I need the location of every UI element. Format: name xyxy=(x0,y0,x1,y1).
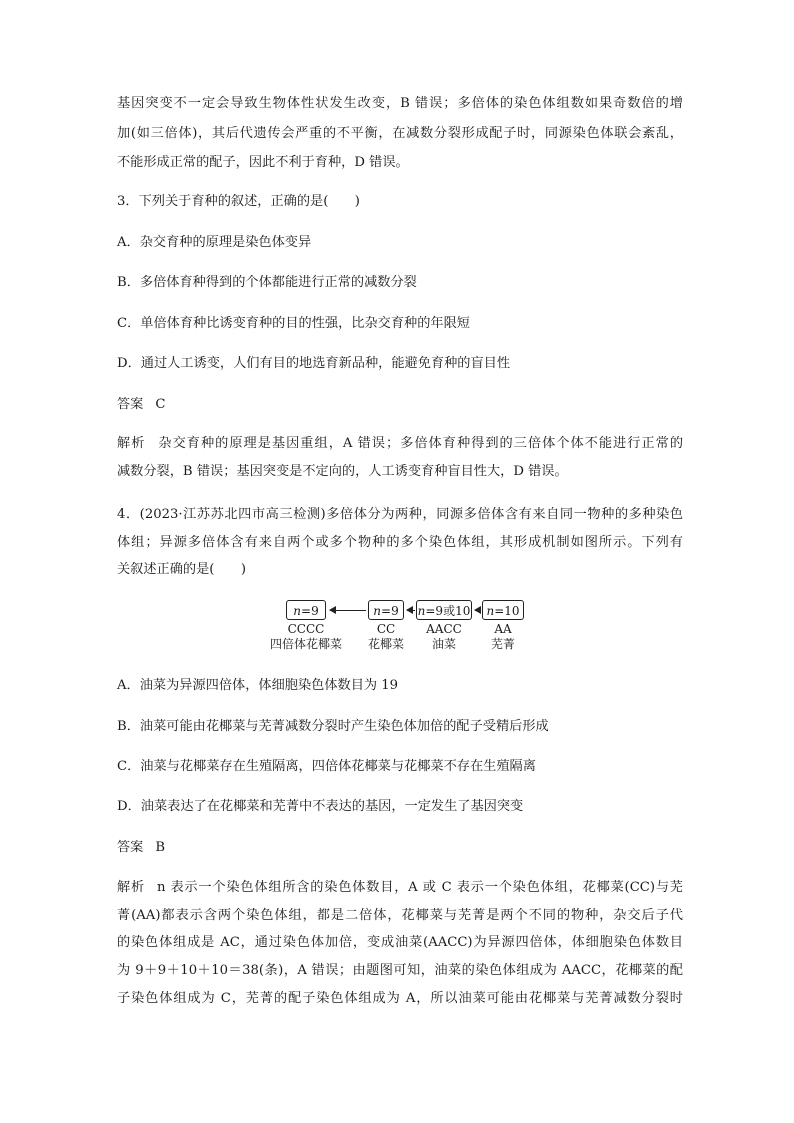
q3-explanation-label: 解析 xyxy=(117,436,146,451)
q4-explanation-text-1: n 表示一个染色体组所含的染色体数目，A 或 C 表示一个染色体组，花椰菜(CC)与芜 xyxy=(156,880,683,895)
species-rapeseed: 油菜 xyxy=(431,637,456,651)
node-rapeseed-count: n=9或10 xyxy=(416,600,472,620)
q3-explanation-line-1 xyxy=(117,434,683,454)
species-tetraploid-cauliflower: 四倍体花椰菜 xyxy=(269,637,342,651)
polyploid-formation-diagram xyxy=(270,600,530,652)
arrow-left-icon xyxy=(407,610,415,611)
q3-answer-value: C xyxy=(155,397,166,412)
species-turnip: 芜菁 xyxy=(490,637,515,651)
q3-answer xyxy=(117,395,683,415)
prev-explanation-line-1: 基因突变不一定会导致生物体性状发生改变，B 错误；多倍体的染色体组数如果奇数倍的增 xyxy=(117,96,683,111)
q4-answer xyxy=(117,838,683,858)
q4-option-c: C．油菜与花椰菜存在生殖隔离，四倍体花椰菜与花椰菜不存在生殖隔离 xyxy=(117,759,536,774)
q4-option-a: A．油菜为异源四倍体，体细胞染色体数目为 19 xyxy=(117,678,399,693)
q4-explanation-line-2: 菁(AA)都表示含两个染色体组，都是二倍体，花椰菜与芜菁是两个不同的物种，杂交后子代 xyxy=(117,908,683,923)
q4-stem-line-3: 关叙述正确的是( ) xyxy=(117,562,246,577)
q3-explanation-line-2: 减数分裂，B 错误；基因突变是不定向的，人工诱变育种盲目性大，D 错误。 xyxy=(117,464,568,479)
q3-option-c: C．单倍体育种比诱变育种的目的性强，比杂交育种的年限短 xyxy=(117,316,470,331)
q3-answer-label: 答案 xyxy=(117,397,144,412)
q4-stem-line-1: 4．(2023·江苏苏北四市高三检测)多倍体分为两种，同源多倍体含有来自同一物种的多种染色 xyxy=(117,507,683,522)
q3-explanation-text-1: 杂交育种的原理是基因重组，A 错误；多倍体育种得到的三倍体个体不能进行正常的 xyxy=(157,436,684,451)
q4-explanation-line-5: 子染色体组成为 C，芜菁的配子染色体组成为 A，所以油菜可能由花椰菜与芜菁减数分裂时 xyxy=(117,991,683,1006)
q4-answer-label: 答案 xyxy=(117,840,144,855)
q4-stem-line-2: 体组；异源多倍体含有来自两个或多个物种的多个染色体组，其形成机制如图所示。下列有 xyxy=(117,535,683,550)
prev-explanation-line-3: 不能形成正常的配子，因此不利于育种，D 错误。 xyxy=(117,155,409,170)
species-cauliflower: 花椰菜 xyxy=(367,637,404,651)
q4-option-d: D．油菜表达了在花椰菜和芜菁中不表达的基因，一定发生了基因突变 xyxy=(117,799,524,814)
q3-option-a: A．杂交育种的原理是染色体变异 xyxy=(117,235,312,250)
genotype-aacc: AACC xyxy=(426,622,462,636)
q4-answer-value: B xyxy=(155,840,166,855)
prev-explanation-line-2: 加(如三倍体)，其后代遗传会严重的不平衡，在减数分裂形成配子时，同源染色体联会紊乱， xyxy=(117,126,683,141)
q3-option-d: D．通过人工诱变，人们有目的地选育新品种，能避免育种的盲目性 xyxy=(117,356,511,371)
q3-stem: 3．下列关于育种的叙述，正确的是( ) xyxy=(117,194,360,209)
q4-explanation-line-3: 的染色体组成是 AC，通过染色体加倍，变成油菜(AACC)为异源四倍体，体细胞染色体数目 xyxy=(117,935,683,950)
genotype-aa: AA xyxy=(494,622,512,636)
genotype-cc: CC xyxy=(376,622,396,636)
arrow-left-icon xyxy=(475,610,481,611)
q4-explanation-label: 解析 xyxy=(117,880,145,895)
node-turnip-count: n=10 xyxy=(482,600,524,620)
arrow-left-icon xyxy=(330,610,366,611)
q3-option-b: B．多倍体育种得到的个体都能进行正常的减数分裂 xyxy=(117,275,417,290)
q4-explanation-line-4: 为 9＋9＋10＋10＝38(条)，A 错误；由题图可知，油菜的染色体组成为 AACC，花椰菜的配 xyxy=(117,963,683,978)
node-tetraploid-cauliflower-count: n=9 xyxy=(286,600,326,620)
genotype-cccc: CCCC xyxy=(287,622,325,636)
q4-option-b: B．油菜可能由花椰菜与芜菁减数分裂时产生染色体加倍的配子受精后形成 xyxy=(117,719,549,734)
q4-explanation-line-1 xyxy=(117,878,683,898)
node-cauliflower-count: n=9 xyxy=(368,600,404,620)
